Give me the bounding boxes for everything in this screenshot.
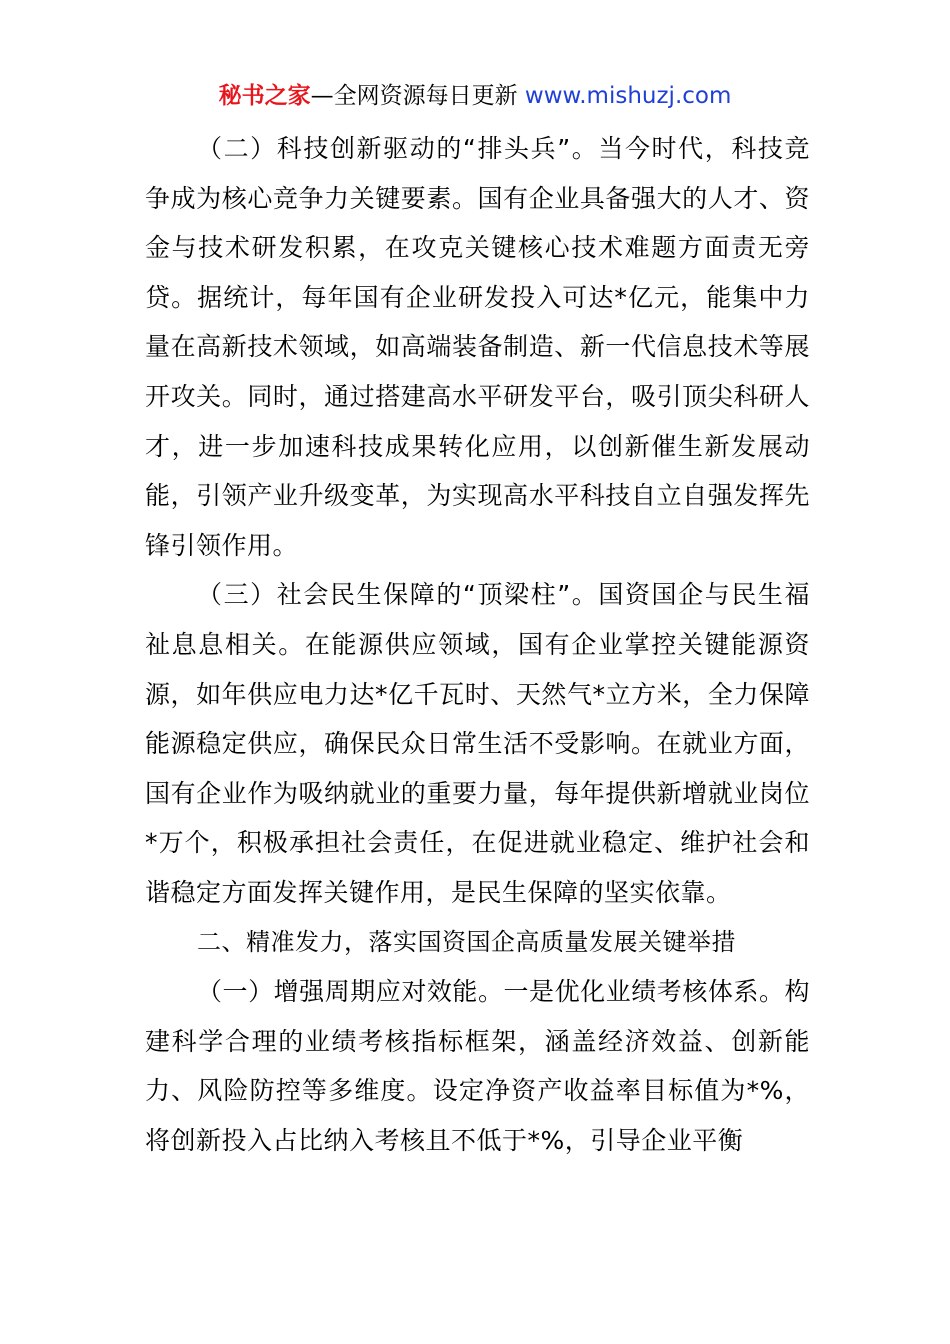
paragraph-tech-innovation: （二）科技创新驱动的“排头兵”。当今时代，科技竞争成为核心竞争力关键要素。国有企业具备强大的人才、资金与技术研发积累，在攻克关键核心技术难题方面责无旁贷。据统计，每年国有企业研发投入可达*亿元，能集中力量在高新技术领域，如高端装备制造、新一代信息技术等展开攻关。同时，通过搭建高水平研发平台，吸引顶尖科研人才，进一步加速科技成果转化应用，以创新催生新发展动能，引领产业升级变革，为实现高水平科技自立自强发挥先锋引领作用。 (145, 134, 810, 560)
brand-name: 秘书之家 (218, 83, 311, 109)
paragraph-cycle-response: （一）增强周期应对效能。一是优化业绩考核体系。构建科学合理的业绩考核指标框架，涵盖经济效益、创新能力、风险防控等多维度。设定净资产收益率目标值为*%，将创新投入占比纳入考核且不低于*%，引导企业平衡 (145, 977, 810, 1155)
header-tagline: —全网资源每日更新 (310, 83, 525, 109)
paragraph-livelihood: （三）社会民生保障的“顶梁柱”。国资国企与民生福祉息息相关。在能源供应领域，国有企业掌控关键能源资源，如年供应电力达*亿千瓦时、天然气*立方米，全力保障能源稳定供应，确保民众日常生活不受影响。在就业方面，国有企业作为吸纳就业的重要力量，每年提供新增就业岗位*万个，积极承担社会责任，在促进就业稳定、维护社会和谐稳定方面发挥关键作用，是民生保障的坚实依靠。 (145, 580, 810, 907)
site-url: www.mishuzj.com (524, 83, 732, 109)
document-body (145, 124, 810, 1165)
page-header (0, 80, 950, 112)
section-heading: 二、精准发力，落实国资国企高质量发展关键举措 (197, 927, 736, 956)
